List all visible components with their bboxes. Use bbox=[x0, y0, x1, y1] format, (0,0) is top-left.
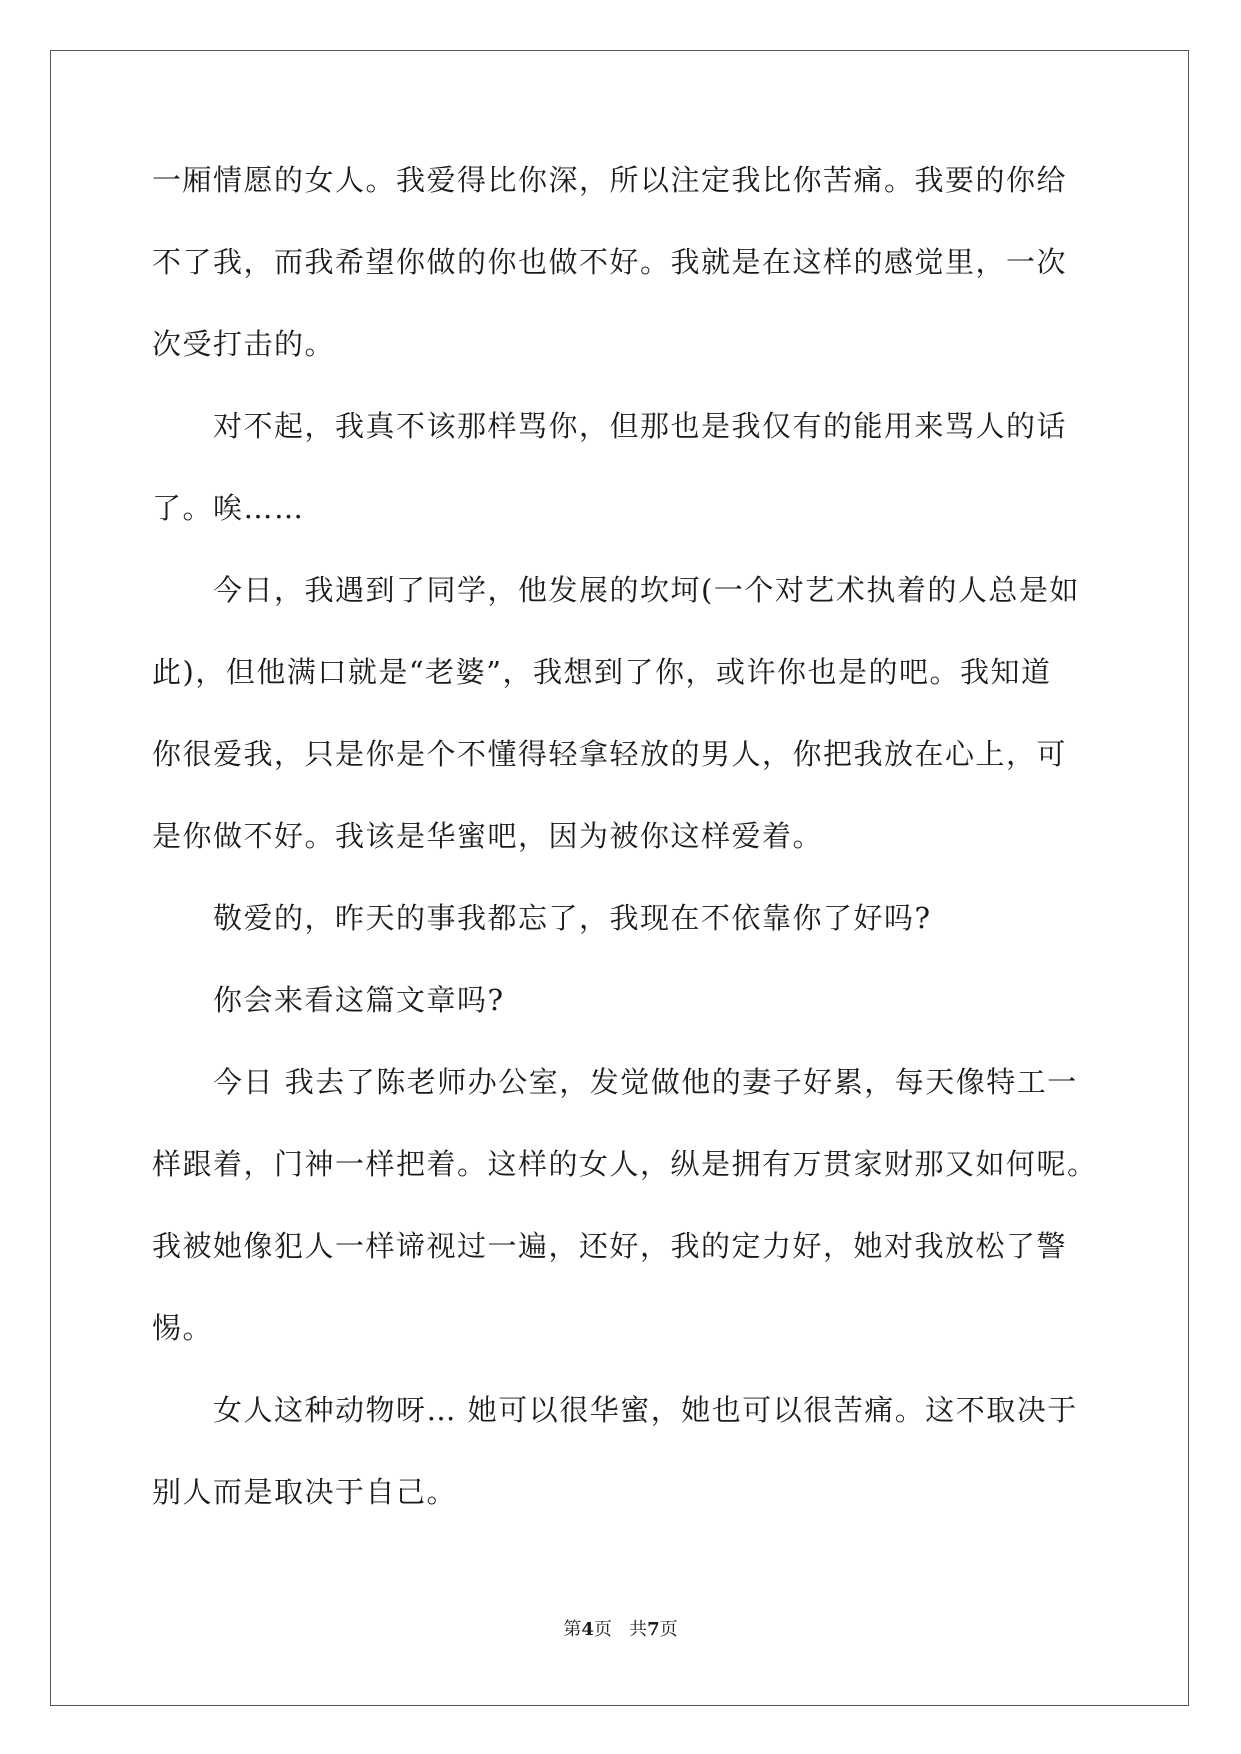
text-line-11: 你会来看这篇文章吗? bbox=[152, 983, 505, 1017]
page-total: 7 bbox=[647, 1619, 660, 1640]
text-line-14: 我被她像犯人一样谛视过一遍，还好，我的定力好，她对我放松了警 bbox=[152, 1229, 1068, 1263]
page-border bbox=[50, 50, 1189, 1706]
total-suffix: 页 bbox=[659, 1619, 678, 1640]
text-line-15: 惕。 bbox=[152, 1311, 214, 1345]
text-line-7: 此)，但他满口就是“老婆”，我想到了你，或许你也是的吧。我知道 bbox=[152, 655, 1052, 689]
page-footer bbox=[0, 1615, 1241, 1641]
text-line-1: 一厢情愿的女人。我爱得比你深，所以注定我比你苦痛。我要的你给 bbox=[152, 163, 1068, 197]
text-line-12: 今日 我去了陈老师办公室，发觉做他的妻子好累，每天像特工一 bbox=[152, 1065, 1078, 1099]
total-prefix: 共 bbox=[629, 1619, 648, 1640]
text-line-6: 今日，我遇到了同学，他发展的坎坷(一个对艺术执着的人总是如 bbox=[152, 573, 1080, 607]
text-line-17: 别人而是取决于自己。 bbox=[152, 1475, 458, 1509]
text-line-9: 是你做不好。我该是华蜜吧，因为被你这样爱着。 bbox=[152, 819, 824, 853]
text-line-2: 不了我，而我希望你做的你也做不好。我就是在这样的感觉里，一次 bbox=[152, 245, 1068, 279]
page-prefix: 第 bbox=[563, 1619, 582, 1640]
text-line-10: 敬爱的，昨天的事我都忘了，我现在不依靠你了好吗? bbox=[152, 901, 932, 935]
text-line-5: 了。唉…… bbox=[152, 491, 305, 525]
page-suffix: 页 bbox=[593, 1619, 612, 1640]
text-line-16: 女人这种动物呀… 她可以很华蜜，她也可以很苦痛。这不取决于 bbox=[152, 1393, 1078, 1427]
text-line-4: 对不起，我真不该那样骂你，但那也是我仅有的能用来骂人的话 bbox=[152, 409, 1068, 443]
text-line-3: 次受打击的。 bbox=[152, 327, 336, 361]
text-line-8: 你很爱我，只是你是个不懂得轻拿轻放的男人，你把我放在心上，可 bbox=[152, 737, 1068, 771]
page-current: 4 bbox=[581, 1619, 594, 1640]
text-line-13: 样跟着，门神一样把着。这样的女人，纵是拥有万贯家财那又如何呢。 bbox=[152, 1147, 1098, 1181]
